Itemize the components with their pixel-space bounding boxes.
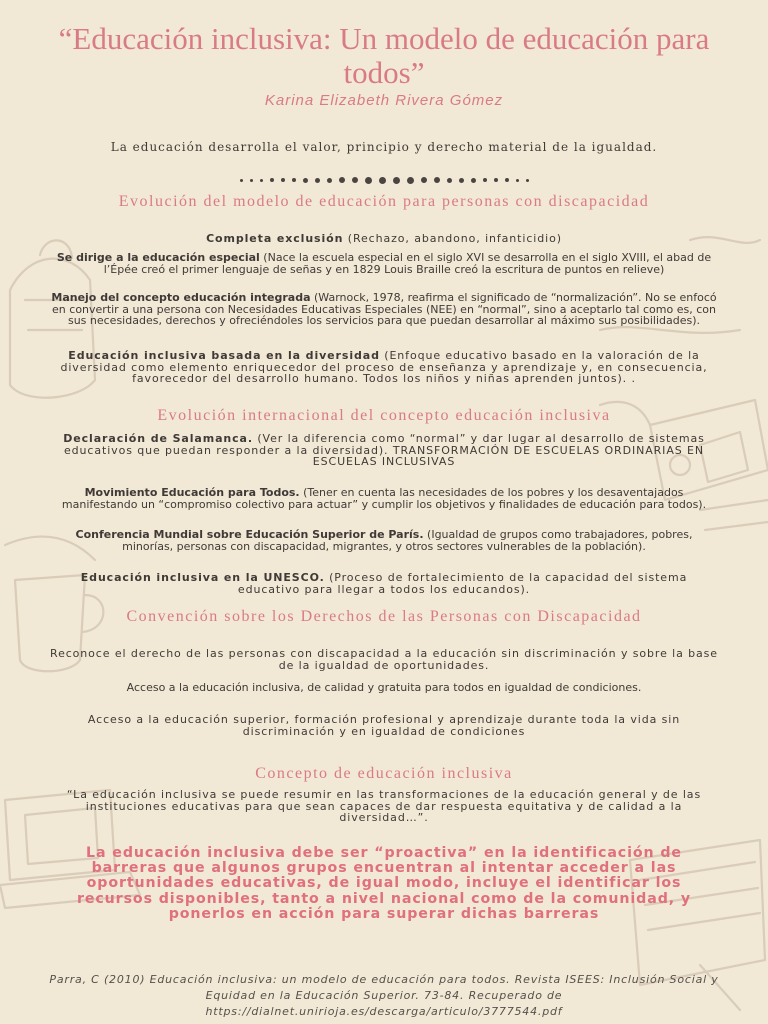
list-item [50, 572, 718, 595]
quote-text: “La educación inclusiva se puede resumir en las transformaciones de la educación general y de las instituciones educativas para que sean capaces de dar respuesta equitativa y de calidad a la diversidad…”. [66, 788, 702, 825]
item-heading: Completa exclusión [206, 232, 344, 245]
item-text: (Igualdad de grupos como trabajadores, pobres, minorías, personas con discapacidad, migrantes, y otros sectores vulnerables de la población). [122, 528, 693, 553]
item-text: (Nace la escuela especial en el siglo XVI se desarrolla en el siglo XVIII, el abad de l’Épée creó el primer lenguaje de señas y en 1829 Louis Braille creó la escritura de puntos en relieve) [103, 251, 712, 276]
item-text: (Enfoque educativo basado en la valoración de la diversidad como elemento enriquecedor del proceso de enseñanza y aprendizaje y, en consecuencia, favorecedor del desarrollo humano. Todos los niños y niñas aprenden juntos). . [60, 349, 708, 386]
dot-divider [0, 172, 768, 188]
author-name: Karina Elizabeth Rivera Gómez [264, 92, 504, 109]
item-heading: Se dirige a la educación especial [56, 251, 260, 264]
item-heading: Declaración de Salamanca. [63, 432, 253, 445]
section-title-evolucion-modelo: Evolución del modelo de educación para personas con discapacidad [118, 193, 650, 210]
list-item [50, 350, 718, 385]
list-item: Reconoce el derecho de las personas con discapacidad a la educación sin discriminación y sobre la base de la igualdad de oportunidades. [50, 647, 718, 672]
item-heading: Manejo del concepto educación integrada [51, 291, 311, 304]
list-item [50, 233, 718, 245]
item-heading: Conferencia Mundial sobre Educación Superior de París. [75, 528, 424, 541]
list-item [50, 529, 718, 552]
section-title-evolucion-internacional: Evolución internacional del concepto educación inclusiva [157, 407, 611, 424]
section-title-convencion: Convención sobre los Derechos de las Personas con Discapacidad [126, 608, 642, 625]
section-title-concepto: Concepto de educación inclusiva [255, 765, 513, 782]
reference-citation: Parra, C (2010) Educación inclusiva: un modelo de educación para todos. Revista ISEES: Inclusión Social y Equidad en la Educación Superior. 73-84. Recuperado de https://dialnet.unirioja.es/descarga/articulo/3777544.pdf [49, 973, 719, 1018]
item-heading: Movimiento Educación para Todos. [84, 486, 300, 499]
list-item: Acceso a la educación superior, formación profesional y aprendizaje durante toda la vida sin discriminación y en igualdad de condiciones [87, 713, 681, 738]
page-title: “Educación inclusiva: Un modelo de educación para todos” [58, 21, 710, 90]
list-item [50, 487, 718, 510]
item-text: (Ver la diferencia como “normal” y dar lugar al desarrollo de sistemas educativos que puedan responder a la diversidad). TRANSFORMACIÓN DE ESCUELAS ORDINARIAS EN ESCUELAS INCLUSIVAS [63, 432, 705, 469]
item-text: (Warnock, 1978, reafirma el significado de “normalización”. No se enfocó en convertir a una persona con Necesidades Educativas Especiales (NEE) en “normal”, sino a aceptarlo tal como es, con sus necesidades, derechos y ofreciéndoles los servicios para que puedan desarrollar al máximo sus posibilidades). [52, 291, 717, 328]
list-item [50, 433, 718, 468]
highlight-callout: La educación inclusiva debe ser “proactiva” en la identificación de barreras que algunos grupos encuentran al intentar acceder a las oportunidades educativas, de igual modo, incluye el identificar los recursos disponibles, tanto a nivel nacional como de la comunidad, y ponerlos en acción para superar dichas barreras [76, 845, 692, 922]
item-text: (Tener en cuenta las necesidades de los pobres y los desaventajados manifestando un “compromiso colectivo para actuar” y cumplir los objetivos y finalidades de educación para todos). [61, 486, 707, 511]
item-text: (Rechazo, abandono, infanticidio) [343, 232, 562, 245]
list-item: Acceso a la educación inclusiva, de calidad y gratuita para todos en igualdad de condiciones. [126, 681, 642, 694]
list-item [50, 292, 718, 327]
item-text: (Proceso de fortalecimiento de la capacidad del sistema educativo para llegar a todos los educandos). [237, 571, 688, 596]
item-heading: Educación inclusiva basada en la diversidad [68, 349, 380, 362]
list-item [50, 252, 718, 275]
item-heading: Educación inclusiva en la UNESCO. [80, 571, 325, 584]
intro-text: La educación desarrolla el valor, principio y derecho material de la igualdad. [110, 140, 658, 154]
